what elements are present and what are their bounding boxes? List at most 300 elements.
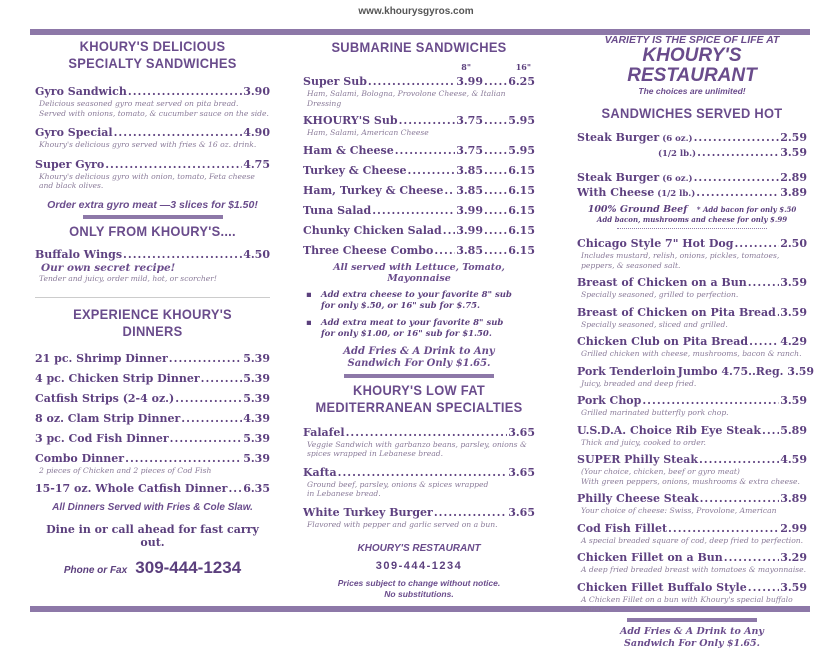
item-row	[35, 452, 270, 466]
item-description: A deep fried breaded breast with tomatoes & mayonnaise.	[581, 565, 807, 574]
item-row	[577, 276, 807, 290]
item-row	[577, 492, 807, 506]
menu-item	[303, 164, 535, 178]
dot-leader	[724, 551, 779, 565]
item-row	[35, 412, 270, 426]
extra-option	[303, 290, 535, 312]
item-description: Grilled chicken with cheese, mushrooms, bacon & ranch.	[581, 349, 802, 358]
dot-leader	[484, 144, 507, 158]
item-name: Combo Dinner	[35, 452, 125, 465]
dot-leader	[696, 186, 779, 200]
dot-leader	[748, 581, 779, 595]
item-description: A Chicken Fillet on a bun with Khoury's special buffalo sauce.	[581, 594, 793, 613]
dot-leader	[434, 506, 507, 520]
menu-item	[577, 522, 807, 546]
item-description: Includes mustard, relish, onions, pickles, tomatoes,	[581, 251, 780, 260]
menu-item	[303, 224, 535, 238]
item-name: With Cheese	[577, 186, 655, 199]
item-price-16in: 5.95	[508, 114, 535, 127]
middle-column	[303, 38, 535, 600]
item-row	[577, 237, 807, 251]
menu-item	[303, 426, 535, 459]
price-16in-wrap	[483, 164, 535, 178]
item-row	[577, 394, 807, 408]
menu-item	[577, 131, 807, 146]
item-name: Gyro Special	[35, 126, 113, 139]
menu-item	[303, 506, 535, 530]
size-headers	[303, 62, 535, 72]
menu-item	[35, 432, 270, 446]
item-name: Chunky Chicken Salad	[303, 223, 442, 237]
wings-tagline: Our own secret recipe!	[41, 261, 176, 274]
menu-item	[303, 144, 535, 158]
item-row	[35, 85, 270, 99]
item-price-16in: 5.95	[508, 143, 535, 157]
item-name: Chicago Style 7" Hot Dog	[577, 237, 734, 250]
dot-leader	[749, 335, 779, 349]
website-url[interactable]: www.khourysgyros.com	[358, 6, 474, 17]
item-description: Khoury's delicious gyro with onion, tomato, Feta cheese	[39, 171, 255, 181]
item-row	[303, 466, 535, 480]
menu-item	[577, 146, 807, 161]
dot-leader	[484, 204, 507, 218]
item-name: Three Cheese Combo	[303, 243, 434, 257]
title-line: KHOURY'S LOW FAT	[353, 381, 485, 398]
item-description: Flavored with pepper and garlic served on a bun.	[307, 519, 498, 529]
item-row	[577, 551, 807, 565]
extra-line: Add extra cheese to your favorite 8" sub	[321, 289, 512, 300]
menu-item	[35, 352, 270, 366]
item-description: Delicious seasoned gyro meat served on pita bread.	[39, 99, 239, 108]
dot-leader	[484, 224, 507, 238]
fries-offer	[577, 626, 807, 650]
dot-leader	[443, 224, 455, 238]
item-name: Buffalo Wings	[35, 247, 123, 261]
item-name: KHOURY'S Sub	[303, 114, 398, 127]
dot-leader	[395, 144, 456, 158]
item-name: 15-17 oz. Whole Catfish Dinner	[35, 481, 228, 495]
item-row	[577, 146, 807, 161]
item-description: peppers, & seasoned salt.	[581, 260, 681, 270]
dot-leader	[408, 164, 456, 178]
menu-item	[35, 85, 270, 118]
item-size: (6 oz.)	[662, 174, 693, 184]
item-price: 5.39	[243, 452, 270, 465]
item-row	[35, 432, 270, 446]
item-description: Veggie Sandwich with garbanzo beans, parsley, onions &	[307, 439, 527, 449]
item-description: Ham, Salami, Bologna, Provolone Cheese, & Italian Dressing	[307, 89, 506, 108]
lowfat-title	[312, 382, 525, 416]
dinners-title: EXPERIENCE KHOURY'S DINNERS	[73, 306, 232, 339]
menu-item	[577, 306, 807, 330]
item-description: With green peppers, onions, mushrooms & extra cheese.	[581, 476, 800, 486]
item-row	[303, 164, 535, 178]
item-price: 5.39	[243, 432, 270, 445]
dot-leader	[175, 392, 242, 406]
item-name: Philly Cheese Steak	[577, 492, 699, 505]
item-description: in Lebanese bread.	[307, 489, 381, 498]
item-row	[35, 482, 270, 496]
item-description: (Your choice, chicken, beef or gyro meat)	[581, 467, 740, 476]
dot-leader	[201, 372, 243, 386]
dot-leader	[700, 492, 780, 506]
menu-item	[577, 492, 807, 516]
dot-leader	[368, 75, 455, 89]
burger-list	[577, 131, 807, 201]
item-row	[577, 171, 807, 186]
menu-item	[577, 581, 807, 614]
item-name: U.S.D.A. Choice Rib Eye Steak	[577, 423, 761, 437]
burger-notes	[577, 202, 807, 225]
item-row	[303, 184, 535, 198]
item-row	[303, 144, 535, 158]
item-description: Juicy, breaded and deep fried.	[581, 378, 697, 388]
dot-leader	[484, 114, 507, 128]
menu-item	[35, 452, 270, 476]
item-name: Breast of Chicken on a Bun	[577, 276, 747, 289]
bullet-icon: ▪	[306, 289, 312, 300]
item-price: 4.90	[243, 126, 270, 139]
item-price: 5.39	[243, 372, 270, 385]
item-row	[35, 126, 270, 140]
submarine-title: SUBMARINE SANDWICHES	[331, 39, 507, 55]
left-column	[35, 38, 270, 578]
item-name: Ham, Turkey & Cheese	[303, 183, 444, 197]
item-price: 6.35	[243, 481, 270, 495]
only-from-title: ONLY FROM KHOURY'S....	[69, 222, 236, 239]
dot-leader	[434, 244, 455, 258]
price-16in-wrap	[483, 114, 535, 128]
item-description: Served with onions, tomato, & cucumber sauce on the side.	[39, 108, 269, 118]
item-description: Ground beef, parsley, onions & spices wrapped	[307, 479, 489, 489]
menu-item	[303, 114, 535, 138]
dot-leader	[734, 237, 779, 251]
item-name: 8 oz. Clam Strip Dinner	[35, 412, 181, 425]
dot-leader	[694, 171, 780, 185]
price-16in-wrap	[483, 224, 535, 238]
item-price: 4.29	[780, 335, 807, 348]
dot-leader	[105, 158, 242, 172]
price-16in-wrap	[483, 204, 535, 218]
item-price: 5.39	[243, 392, 270, 405]
dot-leader	[346, 426, 508, 440]
item-description: Grilled marinated butterfly pork chop.	[581, 408, 729, 417]
dot-leader	[399, 114, 456, 128]
dotted-divider	[617, 228, 767, 229]
divider	[83, 215, 223, 219]
item-row	[303, 204, 535, 218]
item-price: 3.65	[508, 425, 535, 439]
item-price-16in: 6.15	[508, 203, 535, 217]
dot-leader	[114, 126, 243, 140]
menu-item	[577, 364, 815, 389]
item-row	[577, 424, 807, 438]
item-row	[303, 506, 535, 520]
item-price: 2.50	[780, 237, 807, 250]
item-price: 4.75	[243, 157, 270, 171]
item-description: Specially seasoned, grilled to perfection.	[581, 290, 739, 299]
combo-note: Add bacon, mushrooms and cheese for only $.99	[596, 215, 788, 224]
item-price-16in: 6.15	[508, 223, 535, 237]
hot-sandwiches-title: SANDWICHES SERVED HOT	[601, 105, 783, 121]
notice-line: No substitutions.	[384, 589, 454, 599]
dinners-list	[35, 352, 270, 496]
phone-label: Phone or Fax	[63, 564, 128, 576]
item-row	[577, 453, 807, 467]
submarine-list	[303, 75, 535, 258]
footer-phone[interactable]: 309-444-1234	[375, 560, 463, 572]
item-price-8in: 3.85	[456, 183, 483, 197]
item-name: Super Sub	[303, 75, 367, 88]
item-name: Tuna Salad	[303, 203, 372, 217]
item-price: 4.50	[243, 247, 270, 261]
size-16in: 16"	[515, 62, 531, 72]
dot-leader	[228, 482, 242, 496]
item-price-8in: 3.85	[456, 243, 483, 257]
dot-leader	[748, 276, 779, 290]
item-price-8in: 3.99	[456, 75, 483, 88]
item-price: 3.65	[508, 505, 535, 519]
item-name: Steak Burger	[577, 131, 660, 144]
footer-restaurant-name: KHOURY'S RESTAURANT	[357, 543, 481, 554]
item-price: 5.89	[780, 423, 807, 437]
menu-item	[577, 335, 807, 359]
item-row	[35, 158, 270, 172]
dine-in-note: Dine in or call ahead for fast carry out.	[46, 522, 259, 549]
phone-line	[35, 558, 270, 578]
bullet-icon: ▪	[306, 317, 312, 328]
menu-item	[35, 412, 270, 426]
dot-leader	[699, 453, 779, 467]
notice-line: Prices subject to change without notice.	[337, 578, 501, 588]
item-description: 2 pieces of Chicken and 2 pieces of Cod Fish	[39, 466, 212, 475]
item-row	[303, 244, 535, 258]
extra-line: for only $.50, or 16" sub for $.75.	[321, 300, 480, 311]
item-price: 2.59	[780, 131, 807, 144]
price-16in-wrap	[483, 144, 535, 158]
item-price-8in: 3.75	[456, 114, 483, 127]
item-name: Catfish Strips (2-4 oz.)	[35, 392, 175, 405]
item-name: Pork Chop	[577, 394, 642, 407]
item-price: 3.59	[780, 580, 807, 594]
item-row	[577, 131, 807, 146]
title-line: KHOURY'S DELICIOUS	[79, 38, 226, 54]
item-price-8in: 3.99	[456, 223, 483, 237]
title-line: MEDITERRANEAN SPECIALTIES	[315, 398, 523, 415]
restaurant-name: KHOURY'S RESTAURANT	[627, 45, 757, 86]
offer-line: Sandwich For Only $1.65.	[624, 637, 760, 649]
menu-item	[577, 551, 807, 575]
footer-notice	[303, 578, 535, 600]
dot-leader	[125, 452, 242, 466]
item-description: spices wrapped in Lebanese bread.	[307, 449, 444, 458]
dot-leader	[169, 352, 242, 366]
extra-text	[321, 318, 503, 340]
item-price: Jumbo 4.75..Reg. 3.59	[677, 364, 815, 378]
menu-item	[35, 126, 270, 150]
item-size: (1/2 lb.)	[657, 189, 696, 199]
item-row	[35, 372, 270, 386]
item-name: Steak Burger	[577, 171, 660, 184]
lowfat-list	[303, 426, 535, 530]
item-name: SUPER Philly Steak	[577, 453, 698, 466]
item-name: White Turkey Burger	[303, 505, 433, 519]
dot-leader	[697, 146, 779, 160]
menu-item	[577, 394, 807, 418]
item-row	[577, 581, 807, 595]
item-row	[577, 364, 815, 379]
item-description: Your choice of cheese: Swiss, Provolone, American	[581, 506, 777, 515]
item-price-8in: 3.75	[456, 143, 483, 157]
title-line: SPECIALTY SANDWICHES	[68, 55, 237, 71]
item-size: (6 oz.)	[662, 134, 693, 144]
item-price-8in: 3.99	[456, 203, 483, 217]
item-price: 3.59	[780, 394, 807, 407]
extras-list	[303, 290, 535, 340]
item-price: 3.59	[780, 305, 807, 319]
dot-leader	[777, 306, 779, 320]
served-with-note: All served with Lettuce, Tomato, Mayonnaise	[333, 261, 505, 284]
dot-leader	[181, 412, 242, 426]
menu-item	[303, 244, 535, 258]
item-row	[577, 335, 807, 349]
item-price-16in: 6.25	[508, 75, 535, 88]
menu-item	[577, 276, 807, 300]
item-price-8in: 3.85	[456, 163, 483, 177]
item-row	[303, 224, 535, 238]
price-16in-wrap	[483, 184, 535, 198]
menu-item	[35, 158, 270, 191]
item-row	[35, 392, 270, 406]
menu-item	[35, 482, 270, 496]
menu-item	[577, 237, 807, 270]
item-price: 3.59	[780, 146, 807, 159]
item-price: 3.89	[780, 186, 807, 199]
item-name: Turkey & Cheese	[303, 163, 407, 177]
fries-offer	[303, 346, 535, 370]
item-name: Kafta	[303, 465, 337, 479]
item-name: 3 pc. Cod Fish Dinner	[35, 432, 169, 445]
dot-leader	[444, 184, 455, 198]
menu-item	[303, 184, 535, 198]
dot-leader	[484, 184, 507, 198]
choices-tagline: The choices are unlimited!	[638, 86, 746, 96]
specialty-list	[35, 85, 270, 191]
item-description: Thick and juicy, cooked to order.	[581, 437, 706, 447]
right-column	[577, 34, 815, 650]
item-price: 3.89	[780, 492, 807, 505]
item-name: Pork Tenderloin	[577, 364, 676, 378]
dot-leader	[484, 244, 507, 258]
item-price-16in: 6.15	[508, 243, 535, 257]
price-16in-wrap	[483, 244, 535, 258]
extra-line: Add extra meat to your favorite 8" sub	[321, 317, 504, 328]
item-price-16in: 6.15	[508, 183, 535, 197]
dot-leader	[484, 164, 507, 178]
offer-line: Sandwich For Only $1.65.	[347, 357, 491, 369]
item-description: Specially seasoned, sliced and grilled.	[581, 319, 728, 329]
offer-line: Add Fries & A Drink to Any	[343, 345, 495, 357]
extra-line: for only $1.00, or 16" sub for $1.50.	[321, 328, 492, 339]
item-description: Tender and juicy, order mild, hot, or scorcher!	[39, 273, 217, 283]
menu-item	[303, 466, 535, 499]
item-name: Cod Fish Fillet	[577, 521, 668, 535]
item-price: 3.90	[243, 85, 270, 98]
dot-leader	[128, 85, 242, 99]
menu-item	[303, 75, 535, 108]
item-price: 5.39	[243, 352, 270, 365]
size-8in: 8"	[461, 62, 471, 72]
hot-list	[577, 237, 815, 614]
item-description: A special breaded square of cod, deep fried to perfection.	[581, 535, 804, 545]
item-description: and black olives.	[39, 181, 104, 190]
item-row	[303, 75, 535, 89]
item-price: 3.65	[508, 465, 535, 479]
dot-leader	[484, 75, 507, 89]
item-row	[303, 426, 535, 440]
item-name: 21 pc. Shrimp Dinner	[35, 352, 168, 365]
item-price: 3.59	[780, 276, 807, 289]
item-price: 4.59	[780, 453, 807, 466]
menu-item-buffalo-wings	[35, 248, 270, 284]
item-name: Falafel	[303, 425, 345, 439]
divider	[35, 297, 270, 298]
menu-item	[577, 171, 807, 186]
extra-meat-note: Order extra gyro meat —3 slices for $1.50!	[47, 198, 258, 211]
item-name: Chicken Club on Pita Bread	[577, 335, 749, 348]
item-name: Breast of Chicken on Pita Bread	[577, 305, 776, 319]
item-price: 4.39	[243, 412, 270, 425]
dot-leader	[170, 432, 243, 446]
item-name: Gyro Sandwich	[35, 85, 127, 98]
bacon-note: * Add bacon for only $.50	[696, 205, 797, 214]
slogan: VARIETY IS THE SPICE OF LIFE AT	[604, 34, 780, 46]
extra-text	[321, 290, 512, 312]
item-description: Khoury's delicious gyro served with fries & 16 oz. drink.	[39, 140, 257, 149]
item-name: Ham & Cheese	[303, 143, 394, 157]
divider	[344, 374, 494, 378]
extra-option	[303, 318, 535, 340]
beef-note: 100% Ground Beef	[587, 204, 688, 215]
item-price: 3.29	[780, 551, 807, 564]
item-name: Super Gyro	[35, 157, 105, 171]
item-row	[577, 306, 807, 320]
offer-line: Add Fries & A Drink to Any	[620, 625, 764, 637]
dot-leader	[642, 394, 779, 408]
menu-item	[577, 453, 807, 486]
item-row	[303, 114, 535, 128]
item-row	[577, 522, 807, 536]
menu-item	[303, 204, 535, 218]
menu-item	[577, 424, 807, 448]
menu-item	[35, 392, 270, 406]
item-size: (1/2 lb.)	[658, 149, 697, 159]
item-price: 2.99	[780, 521, 807, 535]
price-16in-wrap	[483, 75, 535, 89]
item-price: 2.89	[780, 171, 807, 184]
phone-number[interactable]: 309-444-1234	[135, 557, 242, 577]
dot-leader	[372, 204, 455, 218]
item-name: Chicken Fillet Buffalo Style	[577, 580, 747, 594]
dot-leader	[338, 466, 508, 480]
item-name: 4 pc. Chicken Strip Dinner	[35, 372, 200, 385]
item-row	[35, 352, 270, 366]
item-description: Ham, Salami, American Cheese	[307, 128, 429, 137]
specialty-title	[44, 38, 260, 72]
dot-leader	[694, 131, 780, 145]
item-name: Chicken Fillet on a Bun	[577, 551, 723, 564]
dot-leader	[668, 522, 779, 536]
